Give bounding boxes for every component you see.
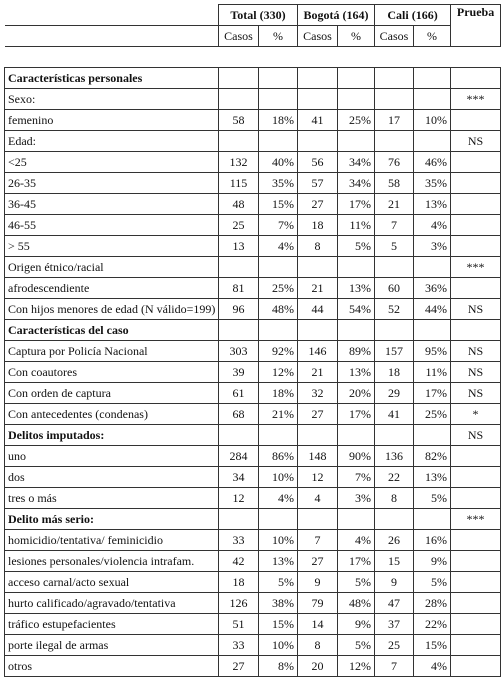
cell-total-pct: [259, 257, 298, 278]
cell-total-casos: 284: [219, 446, 259, 467]
cell-bogota-casos: 20: [298, 656, 338, 677]
cell-cali-casos: [375, 425, 414, 446]
row-label: acceso carnal/acto sexual: [5, 572, 219, 593]
row-label: Delito más serio:: [5, 509, 219, 530]
cell-total-pct: 15%: [259, 194, 298, 215]
cell-cali-casos: 9: [375, 572, 414, 593]
cell-cali-pct: 4%: [414, 215, 451, 236]
cell-bogota-pct: 17%: [338, 194, 375, 215]
cell-total-casos: 126: [219, 593, 259, 614]
spacer-row: [5, 47, 501, 68]
cell-bogota-casos: 27: [298, 194, 338, 215]
cell-bogota-casos: 27: [298, 404, 338, 425]
cell-bogota-casos: 57: [298, 173, 338, 194]
cell-cali-pct: 3%: [414, 236, 451, 257]
cell-total-pct: 35%: [259, 173, 298, 194]
table-row: [5, 215, 501, 236]
table-row: [5, 635, 501, 656]
cell-cali-casos: 5: [375, 236, 414, 257]
cell-bogota-pct: 7%: [338, 467, 375, 488]
cell-total-pct: 8%: [259, 656, 298, 677]
cell-total-casos: 18: [219, 572, 259, 593]
row-label: Con orden de captura: [5, 383, 219, 404]
cell-bogota-pct: 13%: [338, 362, 375, 383]
subheader-cali-casos: Casos: [375, 26, 414, 47]
cell-cali-pct: 13%: [414, 467, 451, 488]
cell-total-casos: [219, 68, 259, 89]
cell-bogota-pct: [338, 425, 375, 446]
spacer-cell: [5, 47, 501, 68]
cell-bogota-pct: 17%: [338, 404, 375, 425]
cell-cali-pct: 15%: [414, 635, 451, 656]
cell-cali-casos: 41: [375, 404, 414, 425]
cell-total-pct: [259, 68, 298, 89]
cell-cali-casos: 17: [375, 110, 414, 131]
cell-total-pct: 48%: [259, 299, 298, 320]
row-label: Edad:: [5, 131, 219, 152]
cell-prueba: NS: [451, 131, 501, 152]
cell-bogota-pct: 12%: [338, 656, 375, 677]
row-label: Características personales: [5, 68, 219, 89]
cell-bogota-pct: 89%: [338, 341, 375, 362]
cell-prueba: [451, 593, 501, 614]
subheader-total-pct: %: [259, 26, 298, 47]
cell-total-casos: [219, 320, 259, 341]
cell-prueba: [451, 68, 501, 89]
cell-cali-pct: [414, 509, 451, 530]
cell-prueba: [451, 572, 501, 593]
cell-prueba: [451, 551, 501, 572]
cell-bogota-casos: 146: [298, 341, 338, 362]
cell-total-pct: 13%: [259, 551, 298, 572]
cell-bogota-casos: [298, 131, 338, 152]
table-row: [5, 551, 501, 572]
section-row: [5, 509, 501, 530]
cell-cali-casos: 21: [375, 194, 414, 215]
cell-total-casos: [219, 89, 259, 110]
row-label: tráfico estupefacientes: [5, 614, 219, 635]
cell-cali-pct: [414, 425, 451, 446]
cell-total-casos: 68: [219, 404, 259, 425]
cell-total-pct: 12%: [259, 362, 298, 383]
cell-cali-casos: 8: [375, 488, 414, 509]
cell-bogota-pct: [338, 320, 375, 341]
cell-cali-pct: 16%: [414, 530, 451, 551]
cell-total-casos: 33: [219, 530, 259, 551]
cell-prueba: [451, 173, 501, 194]
cell-total-casos: [219, 509, 259, 530]
cell-cali-pct: 4%: [414, 656, 451, 677]
table-row: [5, 383, 501, 404]
cell-bogota-pct: 5%: [338, 635, 375, 656]
cell-bogota-pct: 11%: [338, 215, 375, 236]
cell-cali-pct: 25%: [414, 404, 451, 425]
subheader-blank: [5, 26, 219, 47]
cell-prueba: [451, 467, 501, 488]
cell-cali-pct: 11%: [414, 362, 451, 383]
cell-cali-casos: 52: [375, 299, 414, 320]
cell-cali-casos: [375, 89, 414, 110]
cell-cali-casos: 18: [375, 362, 414, 383]
cell-prueba: [451, 215, 501, 236]
cell-cali-pct: 44%: [414, 299, 451, 320]
cell-total-pct: 92%: [259, 341, 298, 362]
section-row: [5, 320, 501, 341]
cell-total-pct: 4%: [259, 488, 298, 509]
cell-total-casos: 58: [219, 110, 259, 131]
row-label: Captura por Policía Nacional: [5, 341, 219, 362]
cell-total-casos: 303: [219, 341, 259, 362]
cell-bogota-casos: 32: [298, 383, 338, 404]
cell-cali-casos: 47: [375, 593, 414, 614]
cell-bogota-pct: 20%: [338, 383, 375, 404]
cell-cali-casos: 136: [375, 446, 414, 467]
row-label: tres o más: [5, 488, 219, 509]
cell-total-pct: 86%: [259, 446, 298, 467]
cell-total-casos: 13: [219, 236, 259, 257]
cell-bogota-casos: 4: [298, 488, 338, 509]
cell-cali-casos: 29: [375, 383, 414, 404]
cell-total-casos: 33: [219, 635, 259, 656]
cell-cali-casos: [375, 509, 414, 530]
cell-prueba: *: [451, 404, 501, 425]
table-row: [5, 299, 501, 320]
cell-total-casos: 96: [219, 299, 259, 320]
cell-bogota-pct: 34%: [338, 152, 375, 173]
cell-cali-casos: [375, 320, 414, 341]
cell-bogota-casos: 12: [298, 467, 338, 488]
cell-bogota-pct: 48%: [338, 593, 375, 614]
cell-cali-casos: 15: [375, 551, 414, 572]
row-label: 26-35: [5, 173, 219, 194]
row-label: Características del caso: [5, 320, 219, 341]
cell-prueba: ***: [451, 89, 501, 110]
cell-cali-casos: 26: [375, 530, 414, 551]
cell-cali-casos: 58: [375, 173, 414, 194]
table-row: [5, 593, 501, 614]
table-row: [5, 614, 501, 635]
header-row: [5, 5, 501, 26]
table-row: [5, 656, 501, 677]
cell-cali-pct: 22%: [414, 614, 451, 635]
cell-total-casos: 39: [219, 362, 259, 383]
row-label: 46-55: [5, 215, 219, 236]
cell-cali-pct: 35%: [414, 173, 451, 194]
row-label: afrodescendiente: [5, 278, 219, 299]
header-cali: Cali (166): [375, 5, 451, 26]
table-row: [5, 152, 501, 173]
cell-prueba: [451, 152, 501, 173]
cell-prueba: NS: [451, 362, 501, 383]
cell-total-pct: 10%: [259, 467, 298, 488]
row-label: 36-45: [5, 194, 219, 215]
cell-cali-pct: [414, 320, 451, 341]
cell-bogota-pct: [338, 68, 375, 89]
cell-bogota-casos: 14: [298, 614, 338, 635]
cell-prueba: [451, 236, 501, 257]
cell-total-pct: 18%: [259, 110, 298, 131]
cell-total-pct: 21%: [259, 404, 298, 425]
cell-cali-pct: 36%: [414, 278, 451, 299]
table-row: [5, 110, 501, 131]
cell-total-casos: [219, 425, 259, 446]
cell-bogota-pct: 13%: [338, 278, 375, 299]
cell-total-casos: 12: [219, 488, 259, 509]
table-body: [5, 68, 501, 677]
row-label: lesiones personales/violencia intrafam.: [5, 551, 219, 572]
cell-total-casos: 61: [219, 383, 259, 404]
cell-total-casos: 42: [219, 551, 259, 572]
cell-total-casos: [219, 131, 259, 152]
cell-bogota-pct: [338, 131, 375, 152]
cell-cali-casos: 157: [375, 341, 414, 362]
cell-bogota-casos: 21: [298, 362, 338, 383]
row-label: <25: [5, 152, 219, 173]
row-label: otros: [5, 656, 219, 677]
cell-prueba: [451, 278, 501, 299]
subheader-bogota-pct: %: [338, 26, 375, 47]
cell-prueba: [451, 656, 501, 677]
row-label: porte ilegal de armas: [5, 635, 219, 656]
table-row: [5, 530, 501, 551]
cell-cali-casos: 60: [375, 278, 414, 299]
cell-bogota-casos: 44: [298, 299, 338, 320]
cell-total-pct: [259, 320, 298, 341]
cell-total-casos: 34: [219, 467, 259, 488]
cell-cali-pct: 5%: [414, 572, 451, 593]
cell-total-pct: 4%: [259, 236, 298, 257]
cell-bogota-pct: 3%: [338, 488, 375, 509]
cell-cali-casos: 25: [375, 635, 414, 656]
cell-bogota-casos: 21: [298, 278, 338, 299]
row-label: Sexo:: [5, 89, 219, 110]
cell-cali-casos: [375, 257, 414, 278]
cell-bogota-casos: 7: [298, 530, 338, 551]
section-row: [5, 68, 501, 89]
cell-bogota-casos: 27: [298, 551, 338, 572]
cell-total-casos: 48: [219, 194, 259, 215]
row-label: Con coautores: [5, 362, 219, 383]
table-row: [5, 257, 501, 278]
cell-bogota-casos: 9: [298, 572, 338, 593]
subheader-row: [5, 26, 501, 47]
cell-bogota-pct: 17%: [338, 551, 375, 572]
cell-bogota-casos: 56: [298, 152, 338, 173]
cell-prueba: NS: [451, 383, 501, 404]
cell-total-pct: [259, 425, 298, 446]
cell-bogota-pct: [338, 257, 375, 278]
table-row: [5, 488, 501, 509]
cell-prueba: [451, 194, 501, 215]
table-row: [5, 467, 501, 488]
table-row: [5, 341, 501, 362]
subheader-bogota-casos: Casos: [298, 26, 338, 47]
subheader-cali-pct: %: [414, 26, 451, 47]
cell-prueba: [451, 446, 501, 467]
cell-prueba: [451, 110, 501, 131]
table-row: [5, 404, 501, 425]
cell-total-pct: 25%: [259, 278, 298, 299]
cell-bogota-casos: [298, 89, 338, 110]
cell-total-casos: 81: [219, 278, 259, 299]
cell-total-casos: 115: [219, 173, 259, 194]
table-row: [5, 362, 501, 383]
row-label: uno: [5, 446, 219, 467]
cell-bogota-casos: [298, 257, 338, 278]
cell-total-casos: 51: [219, 614, 259, 635]
subheader-total-casos: Casos: [219, 26, 259, 47]
row-label: femenino: [5, 110, 219, 131]
section-row: [5, 425, 501, 446]
cell-cali-pct: [414, 89, 451, 110]
cell-cali-pct: 28%: [414, 593, 451, 614]
cell-cali-casos: [375, 131, 414, 152]
cell-prueba: ***: [451, 257, 501, 278]
cell-bogota-pct: 90%: [338, 446, 375, 467]
table-row: [5, 278, 501, 299]
cell-cali-casos: 37: [375, 614, 414, 635]
cell-total-pct: 18%: [259, 383, 298, 404]
cell-prueba: [451, 614, 501, 635]
cell-cali-pct: [414, 257, 451, 278]
cell-total-casos: 25: [219, 215, 259, 236]
cell-cali-pct: 13%: [414, 194, 451, 215]
cell-total-pct: 15%: [259, 614, 298, 635]
cell-bogota-casos: [298, 68, 338, 89]
cell-cali-pct: [414, 68, 451, 89]
cell-cali-pct: 46%: [414, 152, 451, 173]
row-label: Con antecedentes (condenas): [5, 404, 219, 425]
table-row: [5, 89, 501, 110]
cell-cali-casos: 7: [375, 656, 414, 677]
cell-cali-pct: 95%: [414, 341, 451, 362]
header-prueba: Prueba: [451, 5, 501, 47]
cell-bogota-casos: 79: [298, 593, 338, 614]
cell-total-casos: 132: [219, 152, 259, 173]
table-row: [5, 236, 501, 257]
cell-prueba: [451, 320, 501, 341]
cell-total-pct: 10%: [259, 530, 298, 551]
cell-cali-pct: 5%: [414, 488, 451, 509]
cell-total-casos: 27: [219, 656, 259, 677]
cell-cali-pct: 9%: [414, 551, 451, 572]
cell-cali-casos: 7: [375, 215, 414, 236]
row-label: hurto calificado/agravado/tentativa: [5, 593, 219, 614]
statistics-table: [4, 4, 501, 677]
cell-bogota-casos: 18: [298, 215, 338, 236]
cell-total-pct: [259, 89, 298, 110]
cell-cali-pct: [414, 131, 451, 152]
cell-total-casos: [219, 257, 259, 278]
cell-cali-casos: 22: [375, 467, 414, 488]
cell-prueba: [451, 635, 501, 656]
cell-bogota-pct: [338, 509, 375, 530]
cell-prueba: NS: [451, 341, 501, 362]
table-row: [5, 572, 501, 593]
cell-prueba: NS: [451, 425, 501, 446]
table-row: [5, 131, 501, 152]
cell-bogota-casos: 148: [298, 446, 338, 467]
header-total: Total (330): [219, 5, 298, 26]
cell-cali-casos: 76: [375, 152, 414, 173]
cell-bogota-casos: [298, 509, 338, 530]
row-label: dos: [5, 467, 219, 488]
cell-cali-casos: [375, 68, 414, 89]
cell-total-pct: 10%: [259, 635, 298, 656]
cell-prueba: [451, 488, 501, 509]
cell-total-pct: 40%: [259, 152, 298, 173]
cell-total-pct: [259, 131, 298, 152]
row-label: Delitos imputados:: [5, 425, 219, 446]
cell-total-pct: [259, 509, 298, 530]
table-row: [5, 173, 501, 194]
cell-cali-pct: 10%: [414, 110, 451, 131]
cell-bogota-pct: 34%: [338, 173, 375, 194]
cell-bogota-casos: 8: [298, 635, 338, 656]
cell-bogota-pct: 54%: [338, 299, 375, 320]
cell-bogota-casos: 8: [298, 236, 338, 257]
cell-cali-pct: 17%: [414, 383, 451, 404]
cell-bogota-casos: 41: [298, 110, 338, 131]
header-bogota: Bogotá (164): [298, 5, 375, 26]
row-label: > 55: [5, 236, 219, 257]
cell-prueba: ***: [451, 509, 501, 530]
row-label: homicidio/tentativa/ feminicidio: [5, 530, 219, 551]
cell-bogota-pct: 9%: [338, 614, 375, 635]
table-row: [5, 446, 501, 467]
cell-bogota-pct: [338, 89, 375, 110]
cell-bogota-pct: 4%: [338, 530, 375, 551]
cell-total-pct: 7%: [259, 215, 298, 236]
cell-prueba: [451, 530, 501, 551]
cell-bogota-casos: [298, 425, 338, 446]
cell-bogota-pct: 5%: [338, 236, 375, 257]
cell-total-pct: 5%: [259, 572, 298, 593]
row-label: Con hijos menores de edad (N válido=199): [5, 299, 219, 320]
cell-prueba: NS: [451, 299, 501, 320]
cell-total-pct: 38%: [259, 593, 298, 614]
cell-bogota-pct: 5%: [338, 572, 375, 593]
cell-cali-pct: 82%: [414, 446, 451, 467]
row-label: Origen étnico/racial: [5, 257, 219, 278]
header-blank: [5, 5, 219, 26]
table-row: [5, 194, 501, 215]
cell-bogota-casos: [298, 320, 338, 341]
cell-bogota-pct: 25%: [338, 110, 375, 131]
